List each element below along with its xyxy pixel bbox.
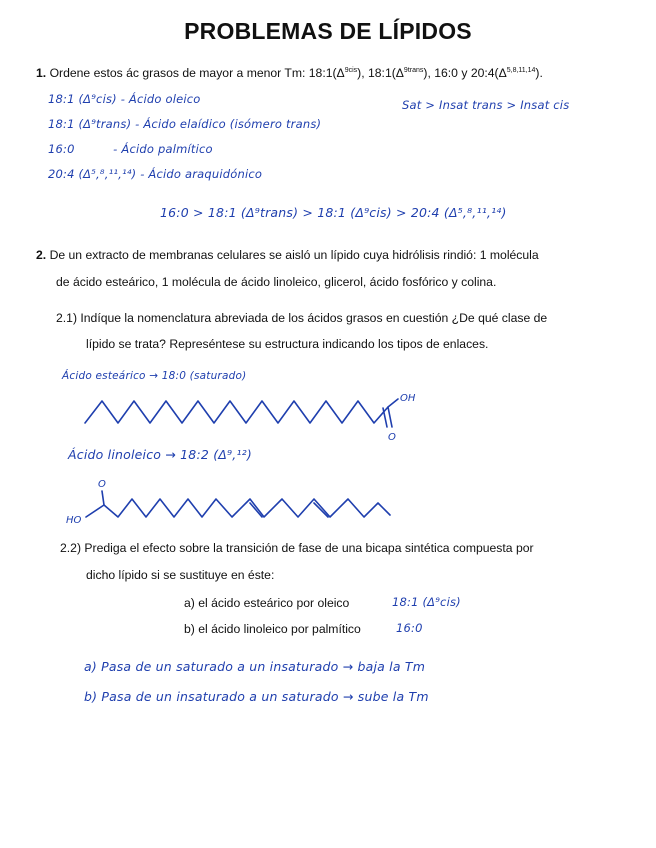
handwritten-linoleic: Ácido linoleico → 18:2 (Δ⁹,¹²)	[68, 447, 252, 462]
fatty-acid-4-sup: 5,8,11,14	[506, 67, 536, 74]
handwritten-stearic: Ácido esteárico → 18:0 (saturado)	[62, 370, 247, 382]
handwritten-rule: Sat > Insat trans > Insat cis	[402, 98, 570, 112]
question-number: 2.	[36, 248, 47, 262]
handwritten-a-full: a) Pasa de un saturado a un insaturado → baja la Tm	[84, 659, 426, 674]
separator: ),	[357, 66, 368, 80]
question-2-line-2: de ácido esteárico, 1 molécula de ácido linoleico, glicerol, ácido fosfórico y colina.	[56, 275, 497, 289]
question-text: De un extracto de membranas celulares se aisló un lípido cuya hidrólisis rindió: 1 molécula	[49, 248, 539, 262]
question-number: 1.	[36, 66, 47, 80]
question-1	[36, 66, 543, 80]
separator: ), 16:0 y	[423, 66, 471, 80]
handwritten-b-answer: 16:0	[396, 621, 423, 635]
o-label: O	[388, 432, 396, 443]
question-2	[36, 248, 539, 262]
carbonyl-bond	[388, 407, 392, 427]
separator: ).	[535, 66, 543, 80]
linoleic-acid-structure	[60, 475, 400, 535]
question-2-1: 2.1) Indíque la nomenclatura abreviada de los ácidos grasos en cuestión ¿De qué clase de	[56, 311, 548, 325]
question-2-2: 2.2) Prediga el efecto sobre la transición de fase de una bicapa sintética compuesta por	[60, 541, 534, 555]
handwritten-line: 16:0 - Ácido palmítico	[48, 142, 213, 156]
handwritten-order: 16:0 > 18:1 (Δ⁹trans) > 18:1 (Δ⁹cis) > 20:4 (Δ⁵,⁸,¹¹,¹⁴)	[160, 205, 507, 220]
handwritten-line: 18:1 (Δ⁹cis) - Ácido oleico	[48, 92, 201, 106]
stearic-acid-structure	[80, 385, 420, 455]
double-bond-2	[314, 503, 328, 517]
fatty-acid-4: 20:4(Δ	[470, 66, 507, 80]
fatty-acid-1-sup: 9cis	[344, 67, 358, 74]
o-label-2: O	[98, 479, 106, 490]
handwritten-line: 20:4 (Δ⁵,⁸,¹¹,¹⁴) - Ácido araquidónico	[48, 167, 263, 181]
oh-label: OH	[400, 393, 416, 404]
double-bond	[250, 503, 262, 517]
handwritten-a-answer: 18:1 (Δ⁹cis)	[392, 595, 461, 609]
question-2-1-line-2: lípido se trata? Represéntese su estructura indicando los tipos de enlaces.	[86, 337, 489, 351]
question-2-2-a: a) el ácido esteárico por oleico	[184, 596, 350, 610]
question-2-2-line-2: dicho lípido si se sustituye en éste:	[86, 568, 275, 582]
handwritten-line: 18:1 (Δ⁹trans) - Ácido elaídico (isómero trans)	[48, 117, 322, 131]
handwritten-b-full: b) Pasa de un insaturado a un saturado → sube la Tm	[84, 689, 429, 704]
fatty-acid-1: 18:1(Δ	[308, 66, 345, 80]
question-text: Ordene estos ác grasos de mayor a menor Tm:	[49, 66, 309, 80]
page-title: PROBLEMAS DE LÍPIDOS	[184, 18, 472, 44]
stearic-chain	[85, 399, 398, 423]
fatty-acid-2: 18:1(Δ	[368, 66, 404, 80]
carbonyl-bond	[102, 491, 104, 505]
ho-label: HO	[66, 515, 82, 526]
fatty-acid-2-sup: 9trans	[403, 67, 424, 74]
question-2-2-b: b) el ácido linoleico por palmítico	[184, 622, 361, 636]
linoleic-chain	[86, 499, 390, 517]
